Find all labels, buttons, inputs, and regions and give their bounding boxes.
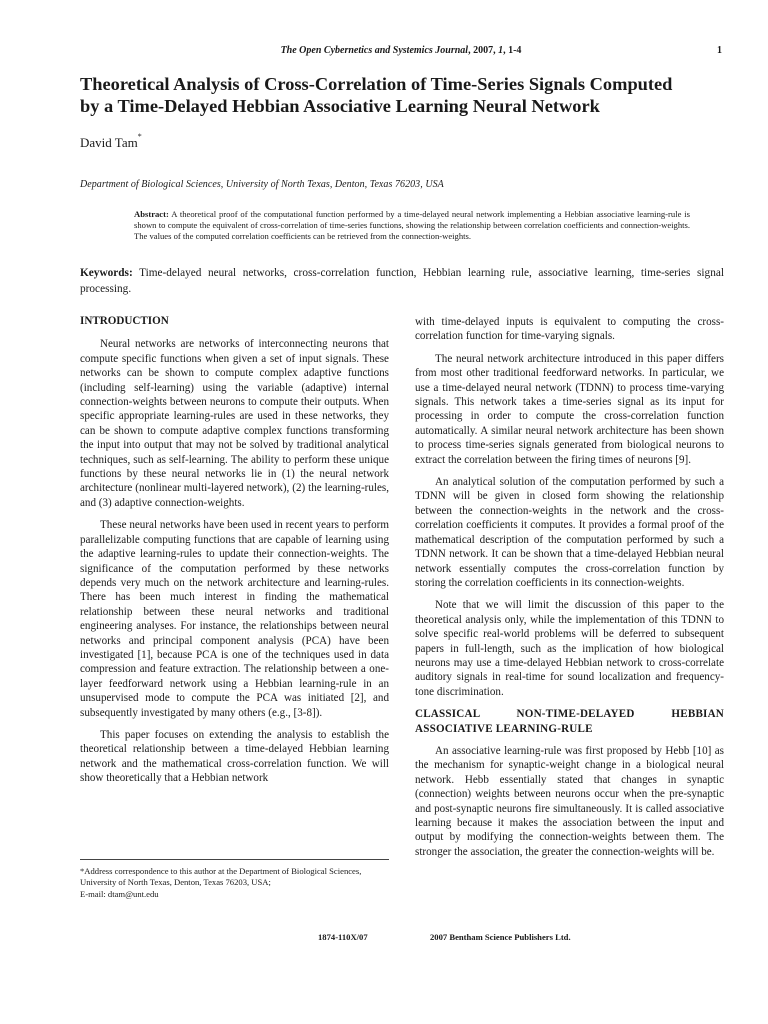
affiliation: Department of Biological Sciences, University of North Texas, Denton, Texas 76203, USA [80,179,444,190]
footnote-address: *Address correspondence to this author at the Department of Biological Sciences, University of North Texas, Denton, Texas 76203, USA; [80,866,362,888]
footnote [80,866,389,900]
journal-header [80,45,722,56]
publisher: 2007 Bentham Science Publishers Ltd. [430,932,571,942]
footnote-email: E-mail: dtam@unt.edu [80,888,159,899]
title-line-1: Theoretical Analysis of Cross-Correlation of Time-Series Signals Computed [80,74,673,94]
paragraph: Neural networks are networks of interconnecting neurons that compute specific functions when given a set of input signals. These networks can be shown to compute complex adaptive functions (including self-learning) using the variable (adaptive) internal connection-weights between neurons to compute their outputs. When specific appropriate learning-rules are used in these networks, they can be shown to compute adaptive complex functions transforming the input into output that may not be solved by traditional analytical techniques, such as self-learning. The ability to perform these unique functions by these neural networks lie in (1) the neural network architecture (nonlinear multi-layered network), (2) the learning-rules, and (3) adaptive connection-weights. [80,338,389,509]
left-column [80,314,389,794]
journal-pages: , 1-4 [503,45,522,56]
author-footnote-mark: * [137,132,142,141]
journal-volume: 1 [498,45,504,56]
footnote-divider [80,859,389,860]
journal-name: The Open Cybernetics and Systemics Journal [280,45,469,56]
paragraph: Note that we will limit the discussion of this paper to the theoretical analysis only, while the implementation of this TDNN to solve specific real-world problems will be deferred to subsequent papers in full-length, such as the implication of how biological neurons may use a time-delayed Hebbian network to cross-correlate auditory signals in real-time for sound localization and frequency-tone discrimination. [415,599,724,698]
paragraph: with time-delayed inputs is equivalent to computing the cross-correlation function for time-varying signals. [415,316,724,343]
paragraph: These neural networks have been used in recent years to perform parallelizable computing functions that are capable of learning using the adaptive learning-rules to update their connection-weights. The significance of the computation performed by these networks depends very much on the network architecture and learning-rules. There has been much interest in finding the mathematical relationship between these neural networks and traditional engineering analyses. For instance, the relationships between neural networks and principal component analysis (PCA) have been investigated [1], because PCA is one of the techniques used in data compression and feature extraction. The relationship between a one-layer feedforward network using a Hebbian learning-rule in an unsupervised mode to compute the PCA was initiated [2], and subsequently investigated by many others (e.g., [3-8]). [80,519,389,719]
author [80,132,142,151]
keywords-text: Time-delayed neural networks, cross-correlation function, Hebbian learning rule, associative learning, time-series signal processing. [80,267,724,295]
right-column [415,315,724,867]
section-heading-introduction: INTRODUCTION [80,315,169,327]
abstract [134,209,690,243]
issn: 1874-110X/07 [318,932,368,942]
title-line-2: by a Time-Delayed Hebbian Associative Learning Neural Network [80,96,600,116]
author-name: David Tam [80,135,138,150]
paper-title [80,73,730,117]
keywords-label: Keywords: [80,267,133,279]
abstract-label: Abstract: [134,209,169,219]
paragraph: This paper focuses on extending the analysis to establish the theoretical relationship between a time-delayed Hebbian learning network and the mathematical cross-correlation function. We will show theoretically that a Hebbian network [80,728,389,785]
page-number: 1 [717,45,722,56]
abstract-text: A theoretical proof of the computational function performed by a time-delayed neural network implementing a Hebbian associative learning-rule is shown to compute the equivalent of cross-correlation of time-series functions, showing the relationship between correlation coefficients and connection-weights. The values of the computed correlation coefficients can be retrieved from the connection-weights. [134,209,690,242]
section-heading-hebbian: CLASSICAL NON-TIME-DELAYED HEBBIAN ASSOCIATIVE LEARNING-RULE [415,708,724,735]
journal-year: , 2007, [468,45,499,56]
paragraph: An analytical solution of the computation performed by such a TDNN will be given in closed form showing the relationship between the connection-weights in the network and the cross-correlation coefficients it computes. It provides a formal proof of the mathematical description of the computation performed by such a TDNN network. It can be shown that a time-delayed Hebbian neural network essentially computes the cross-correlation function by storing the correlation coefficients in its connection-weights. [415,476,724,589]
paragraph: An associative learning-rule was first proposed by Hebb [10] as the mechanism for synaptic-weight change in a biological neural network. Hebb essentially stated that changes in synaptic (connection) weights between neurons occur when the pre-synaptic and post-synaptic neurons fire simultaneously. It is called associative learning because it makes the association between the input and output by modifying the connection-weights between them. The stronger the association, the greater the connection-weights will be. [415,744,724,858]
keywords [80,265,724,297]
paragraph: The neural network architecture introduced in this paper differs from most other traditional feedforward networks. In particular, we use a time-delayed neural network (TDNN) to process time-varying signals. This network takes a time-series signal as its input for processing in order to compute the cross-correlation function automatically. A similar neural network architecture has been shown to process time-series signals generated from biological neurons to extract the correlation between the firing times of neurons [9]. [415,352,724,466]
